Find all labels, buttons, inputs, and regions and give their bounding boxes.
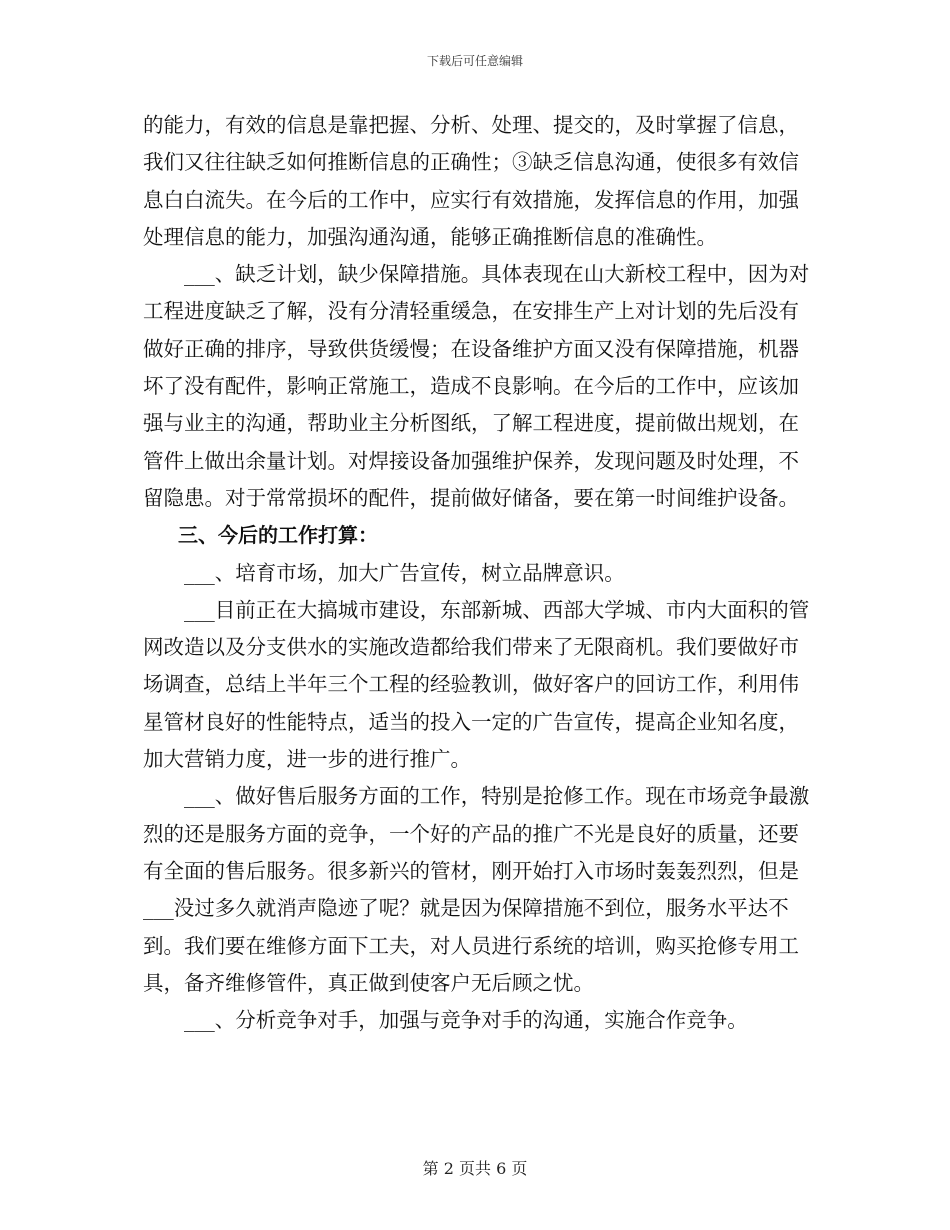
paragraph-info-ability: 的能力，有效的信息是靠把握、分析、处理、提交的，及时掌握了信息，我们又往往缺乏如何推断信息的正确性；③缺乏信息沟通，使很多有效信息白白流失。在今后的工作中，应实行有效措施，发挥信息的作用，加强处理信息的能力，加强沟通沟通，能够正确推断信息的准确性。 xyxy=(143,113,799,249)
page-footer: 第 2 页共 6 页 xyxy=(422,1159,528,1178)
paragraph-competitor-analysis: ___、分析竞争对手，加强与竞争对手的沟通，实施合作竞争。 xyxy=(184,1008,748,1033)
paragraph-lack-planning: ___、缺乏计划，缺少保障措施。具体表现在山大新校工程中，因为对工程进度缺乏了解，没有分清轻重缓急，在安排生产上对计划的先后没有做好正确的排序，导致供货缓慢；在设备维护方面又没有保障措施，机器坏了没有配件，影响正常施工，造成不良影响。在今后的工作中，应该加强与业主的沟通，帮助业主分析图纸，了解工程进度，提前做出规划，在管件上做出余量计划。对焊接设备加强维护保养，发现问题及时处理，不留隐患。对于常常损坏的配件，提前做好储备，要在第一时间维护设备。 xyxy=(143,262,810,510)
paragraph-after-sales-service: ___、做好售后服务方面的工作，特别是抢修工作。现在市场竞争最激烈的还是服务方面的竞争，一个好的产品的推广不光是良好的质量，还要有全面的售后服务。很多新兴的管材，刚开始打入市场时轰轰烈烈，但是___没过多久就消声隐迹了呢？就是因为保障措施不到位，服务水平达不到。我们要在维修方面下工夫，对人员进行系统的培训，购买抢修专用工具，备齐维修管件，真正做到使客户无后顾之忧。 xyxy=(143,784,810,995)
paragraph-city-construction: ___目前正在大搞城市建设，东部新城、西部大学城、市内大面积的管网改造以及分支供水的实施改造都给我们带来了无限商机。我们要做好市场调查，总结上半年三个工程的经验教训，做好客户的回访工作，利用伟星管材良好的性能特点，适当的投入一定的广告宣传，提高企业知名度，加大营销力度，进一步的进行推广。 xyxy=(143,597,810,772)
document-body xyxy=(143,107,811,1039)
paragraph-market-cultivation: ___、培育市场，加大广告宣传，树立品牌意识。 xyxy=(184,560,625,585)
page-header: 下载后可任意编辑 xyxy=(426,54,523,68)
section-heading-future-plans: 三、今后的工作打算： xyxy=(178,523,378,548)
